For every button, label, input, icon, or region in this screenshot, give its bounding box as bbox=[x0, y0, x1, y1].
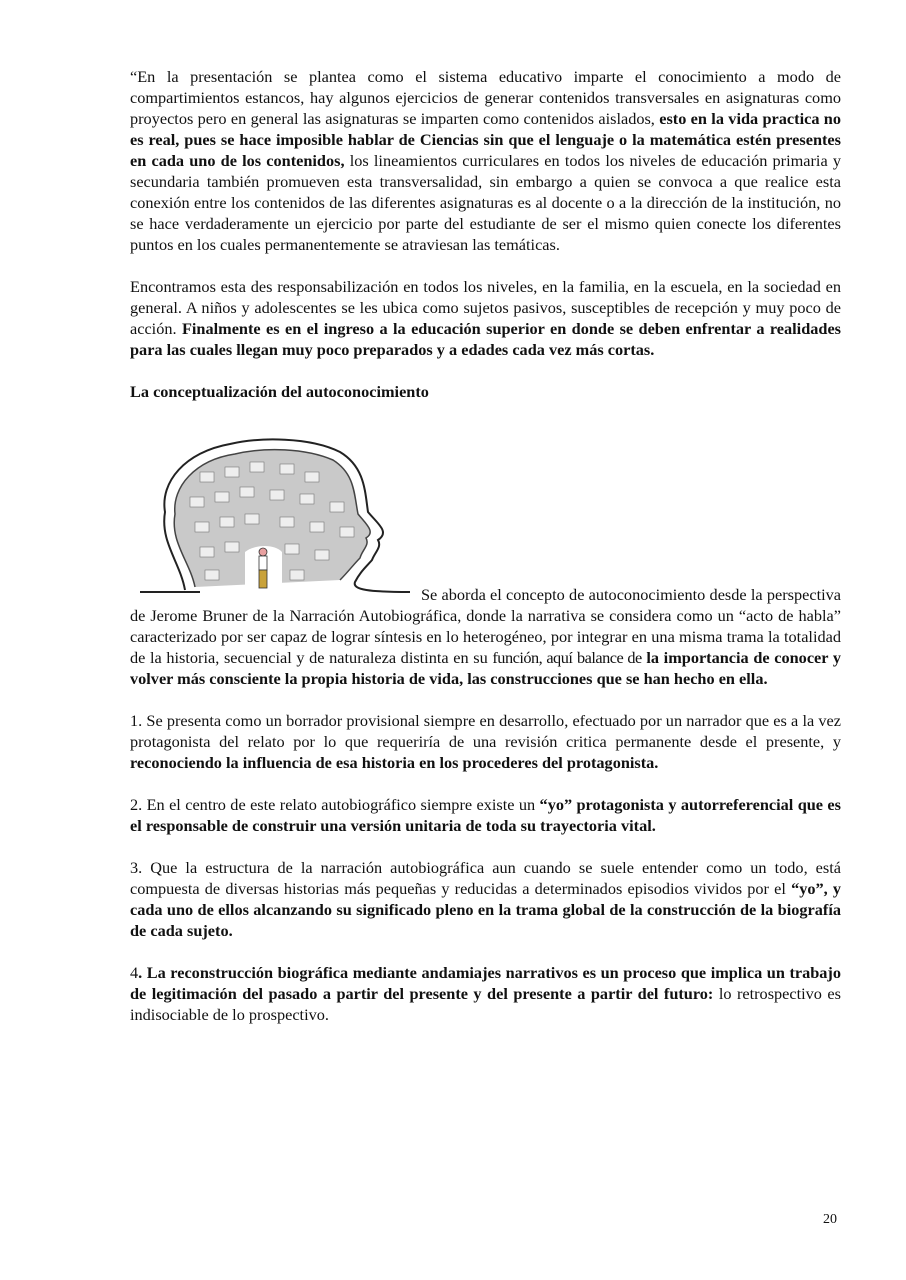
text: Se aborda el concepto de autoconocimiento desde la perspectiva de Jerome Bruner de la Narración Autobiográfica, donde la narrativa se considera como un “acto de habla” caracterizado por ser capaz de lograr síntesis en lo heterogéneo, por integrar en una misma trama la totalidad de la historia, secuencial y de naturaleza distinta en su bbox=[130, 585, 841, 667]
list-item-1 bbox=[130, 710, 841, 773]
bold-text: “yo”, y cada uno de ellos alcanzando su significado pleno en la trama global de la construcción de la biografía de cada sujeto. bbox=[130, 879, 842, 940]
page-number: 20 bbox=[823, 1212, 837, 1227]
head-of-papers-illustration bbox=[140, 432, 410, 602]
list-item-2 bbox=[130, 794, 841, 836]
overlapping-text bbox=[492, 648, 641, 667]
text: 3. Que la estructura de la narración autobiográfica aun cuando se suele entender como un todo, está compuesta de diversas historias más pequeñas y reducidas a determinados episodios vividos por el bbox=[130, 858, 841, 898]
bold-text: la importancia de conocer y volver más consciente la propia historia de vida, las construcciones que se han hecho en ella. bbox=[130, 648, 841, 688]
text: Encontramos esta des responsabilización en todos los niveles, en la familia, en la escuela, en la sociedad en general. A niños y adolescentes se les ubica como sujetos pasivos, susceptibles de recepción y muy poco de acción. bbox=[130, 277, 841, 338]
text: lo retrospectivo es indisociable de lo prospectivo. bbox=[130, 984, 841, 1024]
list-item-3 bbox=[130, 857, 841, 941]
bold-text: “yo” protagonista y autorreferencial que es el responsable de construir una versión unitaria de toda su trayectoria vital. bbox=[130, 795, 841, 835]
text: 1. Se presenta como un borrador provisional siempre en desarrollo, efectuado por un narrador que es a la vez protagonista del relato por lo que requeriría de una revisión critica permanente desde el presente, y bbox=[130, 711, 841, 751]
bold-text: reconociendo la influencia de esa historia en los procederes del protagonista. bbox=[130, 753, 659, 772]
garbled-text-2: balance de bbox=[577, 648, 642, 667]
text: 2. En el centro de este relato autobiográfico siempre existe un bbox=[130, 795, 540, 814]
bold-text: esto en la vida practica no es real, pues se hace imposible hablar de Ciencias sin que el lenguaje o la matemática estén presentes en cada uno de los contenidos, bbox=[130, 109, 841, 170]
bold-text: Finalmente es en el ingreso a la educación superior en donde se deben enfrentar a realidades para las cuales llegan muy poco preparados y a edades cada vez más cortas. bbox=[130, 319, 842, 359]
paragraph-autoconocimiento bbox=[130, 584, 841, 689]
text: 4 bbox=[130, 963, 139, 982]
section-heading: La conceptualización del autoconocimiento bbox=[130, 382, 429, 401]
list-item-4 bbox=[130, 962, 841, 1025]
garbled-text-1: función, aquí bbox=[492, 648, 573, 667]
bold-text: . La reconstrucción biográfica mediante andamiajes narrativos es un proceso que implica un trabajo de legitimación del pasado a partir del presente y del presente a partir del futuro: bbox=[130, 963, 841, 1003]
paragraph-compartimientos bbox=[130, 66, 841, 255]
figure-container bbox=[130, 432, 841, 584]
text: los lineamientos curriculares en todos los niveles de educación primaria y secundaria también promueven esta transversalidad, sin embargo a quien se convoca a que realice esta conexión entre los contenidos de las diferentes asignaturas es al docente o a la dirección de la institución, no se hace verdaderamente un ejercicio por parte del estudiante de ser el mismo quien conecte los diferentes puntos en los cuales permanentemente se atraviesan las temáticas. bbox=[130, 151, 841, 254]
document-page bbox=[130, 66, 841, 1046]
paragraph-responsabilizacion bbox=[130, 276, 841, 360]
text: “En la presentación se plantea como el sistema educativo imparte el conocimiento a modo de compartimientos estancos, hay algunos ejercicios de generar contenidos transversales en asignaturas como proyectos pero en general las asignaturas se imparten como contenidos aislados, bbox=[130, 67, 841, 128]
